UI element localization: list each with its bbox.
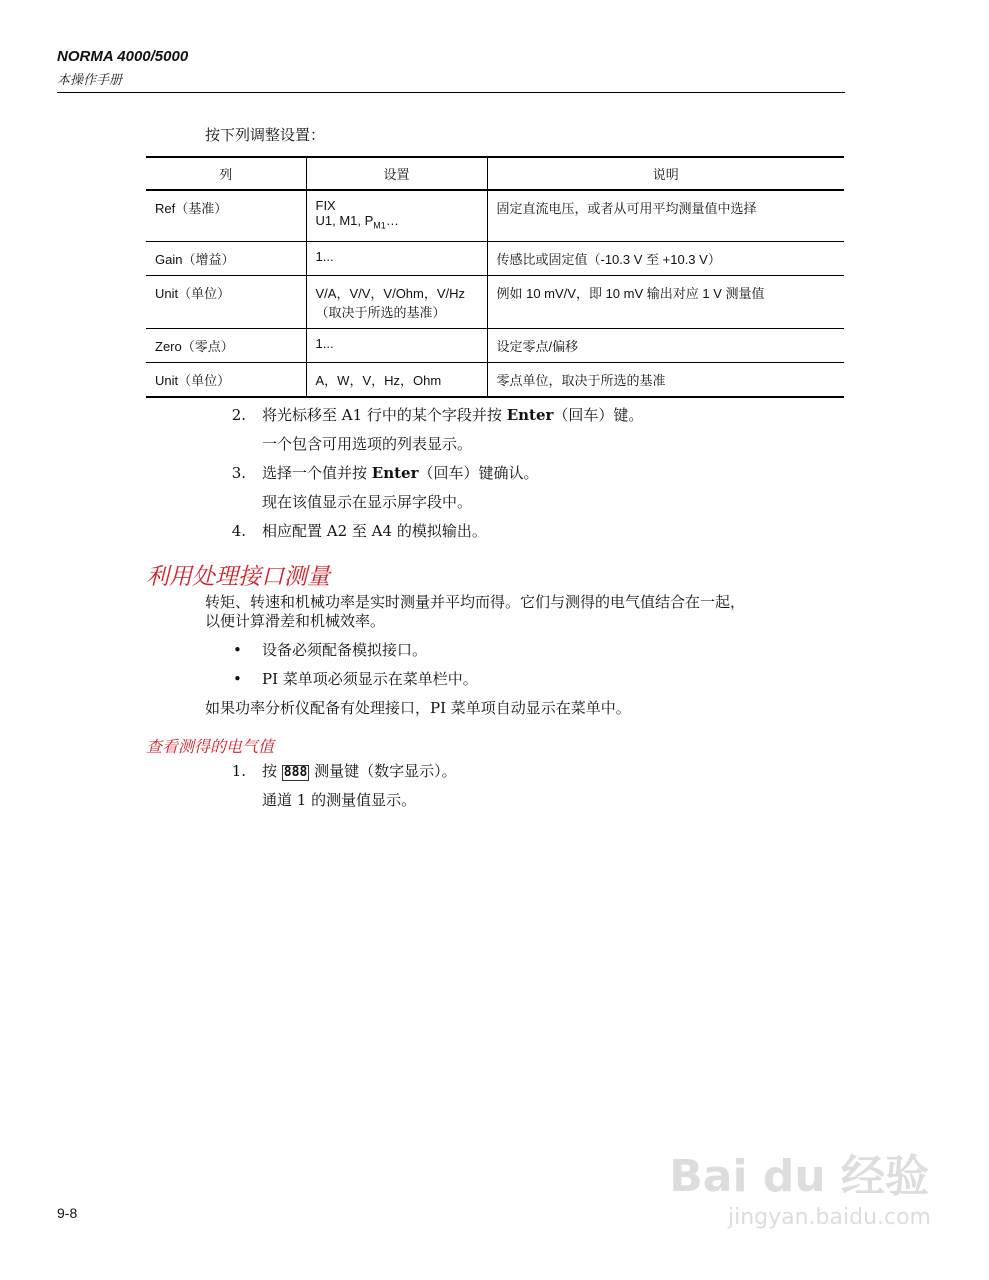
table-row <box>146 190 844 241</box>
column-header: 列 <box>146 157 306 190</box>
subsection-heading: 查看测得的电气值 <box>146 737 275 756</box>
cell-description: 设定零点/偏移 <box>487 328 844 362</box>
cell-setting <box>306 275 487 328</box>
cell-description: 固定直流电压，或者从可用平均测量值中选择 <box>487 190 844 241</box>
step-text-part: 按 <box>262 762 278 780</box>
setting-line: FIX <box>315 198 336 213</box>
cell-column: Ref（基准） <box>146 190 306 241</box>
setting-subscript: M1 <box>373 220 386 231</box>
watermark-logo: Bai du 经验 <box>669 1151 929 1202</box>
step-number: 1. <box>231 762 246 780</box>
section-paragraph: 转矩、转速和机械功率是实时测量并平均而得。它们与测得的电气值结合在一起， <box>205 593 746 611</box>
step-text <box>262 463 539 483</box>
step-text: 相应配置 A2 至 A4 的模拟输出。 <box>262 522 487 540</box>
header-divider <box>57 92 845 93</box>
watermark-url: jingyan.baidu.com <box>727 1205 931 1230</box>
step-number: 3. <box>231 464 246 482</box>
cell-column: Gain（增益） <box>146 241 306 275</box>
bullet-item: 设备必须配备模拟接口。 <box>262 641 428 659</box>
column-header: 说明 <box>487 157 844 190</box>
cell-setting: 1... <box>306 241 487 275</box>
step-text-part: 测量键（数字显示）。 <box>314 762 457 780</box>
step-text-part: 将光标移至 A1 行中的某个字段并按 <box>262 406 507 424</box>
setting-ellipsis: … <box>385 213 399 228</box>
table-header-row <box>146 157 844 190</box>
section-paragraph: 如果功率分析仪配备有处理接口，PI 菜单项自动显示在菜单中。 <box>205 699 631 717</box>
step-text-part: （回车）键确认。 <box>418 464 539 482</box>
key-name: Enter <box>506 406 554 424</box>
table-row <box>146 328 844 362</box>
settings-table <box>146 156 844 398</box>
bullet-icon: • <box>233 670 242 688</box>
bullet-icon: • <box>233 641 242 659</box>
step-note: 通道 1 的测量值显示。 <box>262 791 417 809</box>
cell-setting: 1... <box>306 328 487 362</box>
intro-text: 按下列调整设置： <box>205 126 326 144</box>
cell-description: 例如 10 mV/V，即 10 mV 输出对应 1 V 测量值 <box>487 275 844 328</box>
manual-subtitle: 本操作手册 <box>57 73 123 88</box>
table-row <box>146 362 844 397</box>
measure-key-icon: 888 <box>283 765 308 780</box>
table-row <box>146 241 844 275</box>
cell-column: Unit（单位） <box>146 362 306 397</box>
page-number: 9-8 <box>57 1205 78 1221</box>
step-text-part: （回车）键。 <box>553 406 644 424</box>
step-text <box>262 761 457 781</box>
step-number: 2. <box>231 406 246 424</box>
setting-text: U1, M1, P <box>315 213 374 228</box>
section-heading: 利用处理接口测量 <box>146 564 330 590</box>
manual-title: NORMA 4000/5000 <box>57 48 189 65</box>
setting-line <box>316 213 478 231</box>
cell-description: 传感比或固定值（-10.3 V 至 +10.3 V） <box>487 241 844 275</box>
setting-line: V/A，V/V，V/Ohm，V/Hz <box>315 285 466 301</box>
step-note: 一个包含可用选项的列表显示。 <box>262 435 473 453</box>
bullet-item: PI 菜单项必须显示在菜单栏中。 <box>262 670 478 688</box>
setting-line: （取决于所选的基准） <box>315 304 446 320</box>
cell-column: Unit（单位） <box>146 275 306 328</box>
key-name: Enter <box>371 464 419 482</box>
step-note: 现在该值显示在显示屏字段中。 <box>262 493 473 511</box>
section-paragraph-cont: 以便计算滑差和机械效率。 <box>205 612 386 630</box>
step-text-part: 选择一个值并按 <box>262 464 372 482</box>
column-header: 设置 <box>306 157 487 190</box>
step-number: 4. <box>231 522 246 540</box>
cell-description: 零点单位，取决于所选的基准 <box>487 362 844 397</box>
step-text <box>262 405 643 425</box>
cell-setting: A，W，V，Hz，Ohm <box>306 362 487 397</box>
table-row <box>146 275 844 328</box>
cell-column: Zero（零点） <box>146 328 306 362</box>
cell-setting <box>306 190 487 241</box>
